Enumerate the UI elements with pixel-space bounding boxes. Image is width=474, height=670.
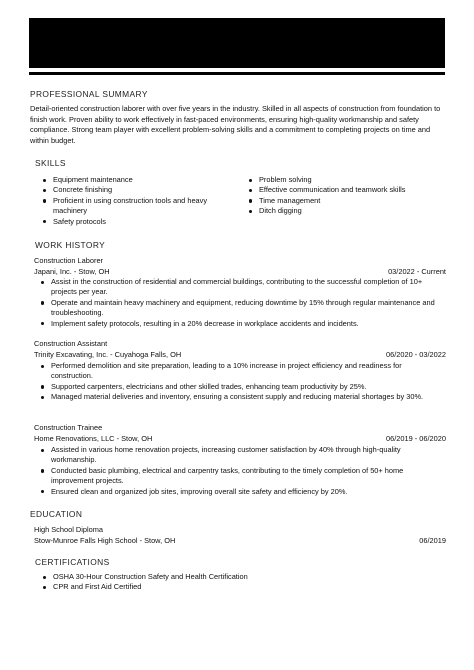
job-bullets [38,361,442,403]
header-name-banner [29,18,445,68]
job-dates: 06/2020 - 03/2022 [386,350,446,359]
summary-text: Detail-oriented construction laborer with over five years in the industry. Skilled in all aspects of construction from foundation to finish work. Proven ability to work effectively in fast-paced environments, ensuring high-quality workmanship and safety compliance. Strong team player with excellent problem-solving skills and a commitment to completing projects on time and within budget. [30,104,441,145]
job-bullet: Assist in the construction of residential and commercial buildings, contributing to the successful completion of 10+ projects per year. [38,277,442,298]
job-bullet: Supported carpenters, electricians and other skilled trades, enhancing team productivity by 25%. [38,382,442,392]
skill-item: Safety protocols [40,217,226,227]
certification-item: OSHA 30-Hour Construction Safety and Health Certification [40,572,444,582]
certifications-heading: CERTIFICATIONS [35,557,110,567]
skill-item: Time management [246,196,442,206]
skill-item: Problem solving [246,175,442,185]
job-title: Construction Trainee [34,423,103,432]
job-meta [34,350,446,359]
job-title: Construction Assistant [34,339,108,348]
skills-list-right [246,175,442,217]
skill-item: Effective communication and teamwork skills [246,185,442,195]
work-history-heading: WORK HISTORY [35,240,106,250]
education-school: Stow-Munroe Falls High School - Stow, OH [34,536,176,545]
skill-item: Equipment maintenance [40,175,226,185]
job-bullet: Assisted in various home renovation projects, increasing customer satisfaction by 40% through high-quality workmanship. [38,445,442,466]
certifications-list [40,572,444,593]
skills-heading: SKILLS [35,158,66,168]
job-bullet: Implement safety protocols, resulting in a 20% decrease in workplace accidents and incidents. [38,319,442,329]
job-dates: 03/2022 - Current [388,267,446,276]
job-dates: 06/2019 - 06/2020 [386,434,446,443]
job-bullets [38,277,442,329]
job-bullet: Performed demolition and site preparation, leading to a 10% increase in project efficiency and readiness for construction. [38,361,442,382]
job-bullet: Managed material deliveries and inventory, ensuring a consistent supply and reducing material shortages by 30%. [38,392,442,402]
education-date: 06/2019 [419,536,446,545]
education-meta [34,536,446,545]
job-meta [34,434,446,443]
header-divider [29,72,445,75]
education-degree: High School Diploma [34,525,104,534]
job-bullet: Ensured clean and organized job sites, improving overall site safety and efficiency by 20%. [38,487,442,497]
job-company: Trinity Excavating, Inc. - Cuyahoga Falls, OH [34,350,182,359]
job-company: Home Renovations, LLC - Stow, OH [34,434,153,443]
job-bullet: Conducted basic plumbing, electrical and carpentry tasks, contributing to the timely completion of 50+ home improvement projects. [38,466,442,487]
certification-item: CPR and First Aid Certified [40,582,444,592]
summary-heading: PROFESSIONAL SUMMARY [30,89,148,99]
skills-list-left [40,175,226,227]
skill-item: Concrete finishing [40,185,226,195]
education-heading: EDUCATION [30,509,83,519]
job-bullet: Operate and maintain heavy machinery and equipment, reducing downtime by 15% through regular maintenance and troubleshooting. [38,298,442,319]
job-meta [34,267,446,276]
job-title: Construction Laborer [34,256,104,265]
skill-item: Proficient in using construction tools and heavy machinery [40,196,226,217]
job-bullets [38,445,442,497]
skill-item: Ditch digging [246,206,442,216]
job-company: Japani, Inc. - Stow, OH [34,267,110,276]
